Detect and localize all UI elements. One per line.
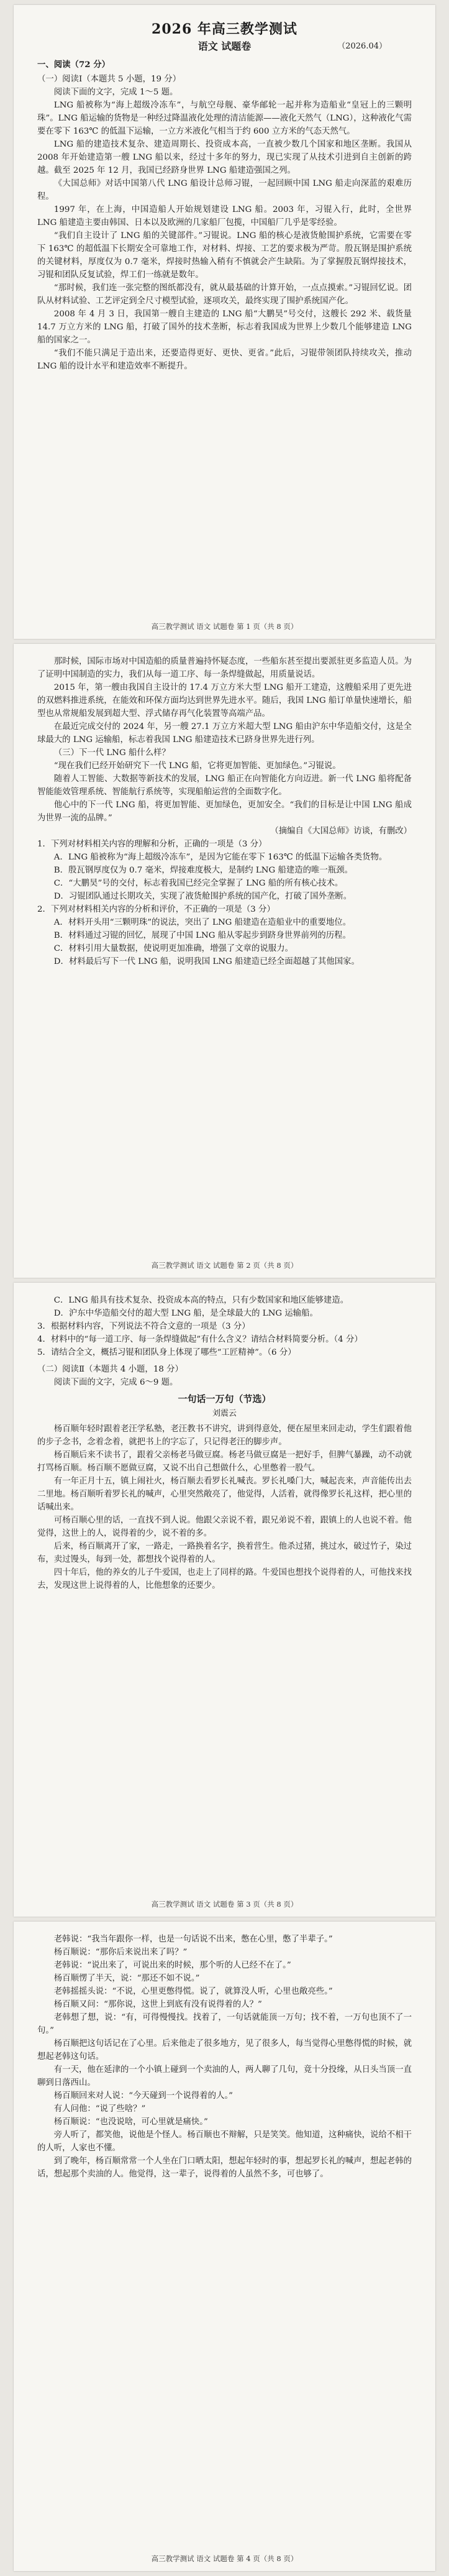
paragraph: 有一年正月十五，镇上闹社火，杨百顺去看罗长礼喊丧。罗长礼嗓门大，喊起丧来，声音能传出去二里地。杨百顺听着罗长礼的喊声，心里突然敞亮了，他觉得，人活着，就得像罗长礼这样，把心里的话喊出来。 bbox=[37, 1477, 412, 1512]
paragraph: 杨百顺后来不读书了，跟着父亲杨老马做豆腐。杨老马做豆腐是一把好手，但脾气暴躁，动不动就打骂杨百顺。杨百顺不愿做豆腐，又说不出自己想做什么，心里憋着一股气。 bbox=[37, 1451, 412, 1473]
exam-page-3 bbox=[14, 1283, 435, 1917]
paragraph: 杨百顺说：“那你后来说出来了吗？” bbox=[53, 1948, 188, 1957]
question-4: 4．材料中的“每一道工序、每一条焊缝做起”有什么含义？请结合材料简要分析。（4 分） bbox=[37, 1335, 363, 1344]
question-2-options bbox=[37, 916, 412, 968]
paragraph: “我们自主设计了 LNG 船的关键部件。”习锟说。LNG 船的核心是液货舱围护系统，它需要在零下 163℃ 的超低温下长期安全可靠地工作，对材料、焊接、工艺的要求极为严苛。殷瓦钢是围护系统的关键材料，厚度仅为 0.7 毫米，焊接时热输入稍有不慎就会产生缺陷。为了掌握殷瓦钢焊接技术，习锟和团队反复试验，焊工们一练就是数年。 bbox=[37, 231, 412, 280]
paragraph: 可杨百顺心里的话，一直找不到人说。他跟父亲说不着，跟兄弟说不着，跟镇上的人也说不着。他觉得，这世上的人，说得着的少，说不着的多。 bbox=[37, 1516, 412, 1538]
paragraph: 杨百顺年轻时跟着老汪学私塾，老汪教书不讲究，讲到得意处，便在屋里来回走动，学生们跟着他的步子念书，念着念着，就把书上的字忘了，只记得老汪的脚步声。 bbox=[37, 1424, 412, 1447]
paragraph: “现在我们已经开始研究下一代 LNG 船，它将更加智能、更加绿色。”习锟说。 bbox=[53, 761, 341, 771]
paragraph: 四十年后，他的养女的儿子牛爱国，也走上了同样的路。牛爱国也想找个说得着的人，可他找来找去，发现这世上说得着的人，比他想象的还要少。 bbox=[37, 1568, 412, 1590]
paragraph: 老韩说：“我当年跟你一样，也是一句话说不出来，憋在心里，憋了半辈子。” bbox=[53, 1935, 333, 1944]
paragraph: 他心中的下一代 LNG 船，将更加智能、更加绿色，更加安全。“我们的目标是让中国 LNG 船成为世界一流的品牌。” bbox=[37, 800, 412, 823]
exam-page-1 bbox=[14, 5, 435, 639]
question-5: 5．请结合全文，概括习锟和团队身上体现了哪些“工匠精神”。（6 分） bbox=[37, 1348, 296, 1357]
question-3: 3．根据材料内容，下列说法不符合文意的一项是（3 分） bbox=[37, 1322, 250, 1331]
story-author: 刘震云 bbox=[212, 1409, 237, 1418]
answer-option: B．材料通过习锟的回忆，展现了中国 LNG 船从零起步到跻身世界前列的历程。 bbox=[53, 931, 351, 940]
article-source: （摘编自《大国总师》访谈，有删改） bbox=[270, 827, 412, 836]
answer-option: A．LNG 船被称为“海上超级冷冻车”，是因为它能在零下 163℃ 的低温下运输各类货物。 bbox=[53, 853, 388, 862]
page-footer: 高三教学测试 语文 试题卷 第 4 页（共 8 页） bbox=[151, 2554, 298, 2563]
article-1-continued bbox=[37, 655, 412, 825]
paragraph: 杨百顺愣了半天，说：“那还不如不说。” bbox=[53, 1974, 200, 1983]
exam-page-2 bbox=[14, 644, 435, 1278]
paragraph: 到了晚年，杨百顺常常一个人坐在门口晒太阳，想起年轻时的事，想起罗长礼的喊声，想起老韩的话，想起那个卖油的人。他觉得，这一辈子，说得着的人虽然不多，可也够了。 bbox=[37, 2157, 412, 2179]
answer-option: C．“大鹏昊”号的交付，标志着我国已经完全掌握了 LNG 船的所有核心技术。 bbox=[53, 879, 343, 888]
page-footer: 高三教学测试 语文 试题卷 第 3 页（共 8 页） bbox=[151, 1900, 298, 1909]
paragraph: （三）下一代 LNG 船什么样？ bbox=[53, 748, 170, 758]
sub-section-heading-2: （二）阅读Ⅱ（本题共 4 小题，18 分） bbox=[37, 1365, 183, 1374]
paragraph: LNG 船被称为“海上超级冷冻车”，与航空母舰、豪华邮轮一起并称为造船业“皇冠上的三颗明珠”。LNG 船运输的货物是一种经过降温液化处理的清洁能源——液化天然气（LNG），这种液化气需要在零下 163℃ 的低温下运输，一立方米液化气相当于约 600 立方米的气态天然气。 bbox=[37, 101, 412, 136]
question-1: 1．下列对材料相关内容的理解和分析，正确的一项是（3 分） bbox=[37, 840, 267, 849]
paragraph: 杨百顺把这句话记在了心里。后来他走了很多地方，见了很多人，每当觉得心里憋得慌的时候，就想起老韩这句话。 bbox=[37, 2039, 412, 2061]
paragraph: 2015 年，第一艘由我国自主设计的 17.4 万立方米大型 LNG 船开工建造，这艘船采用了更先进的双燃料推进系统，在能效和环保方面均达到世界先进水平。随后，我国 LNG 船订单量快速增长，船型也从常规船发展到超大型、浮式储存再气化装置等高端产品。 bbox=[37, 683, 412, 718]
answer-option: B．殷瓦钢厚度仅为 0.7 毫米，焊接难度极大，是制约 LNG 船建造的唯一瓶颈。 bbox=[53, 866, 353, 875]
answer-option: D．沪东中华造船交付的超大型 LNG 船，是全球最大的 LNG 运输船。 bbox=[53, 1309, 318, 1318]
exam-subtitle-row bbox=[37, 39, 412, 55]
question-options-continued bbox=[37, 1294, 412, 1320]
reading-instruction-2: 阅读下面的文字，完成 6～9 题。 bbox=[53, 1378, 178, 1387]
page-footer: 高三教学测试 语文 试题卷 第 2 页（共 8 页） bbox=[151, 1261, 298, 1270]
paragraph: “我们不能只满足于造出来，还要造得更好、更快、更省。”此后，习锟带领团队持续攻关，推动 LNG 船的设计水平和建造效率不断提升。 bbox=[37, 349, 412, 371]
answer-option: D．材料最后写下一代 LNG 船，说明我国 LNG 船建造已经全面超越了其他国家。 bbox=[53, 957, 360, 966]
paragraph: 杨百顺回来对人说：“今天碰到一个说得着的人。” bbox=[53, 2091, 233, 2101]
section-heading: 一、阅读（72 分） bbox=[37, 60, 111, 70]
answer-option: A．材料开头用“三颗明珠”的说法，突出了 LNG 船建造在造船业中的重要地位。 bbox=[53, 918, 351, 927]
paragraph: 老韩说：“说出来了，可说出来的时候，那个听的人已经不在了。” bbox=[53, 1961, 291, 1970]
paragraph: 2008 年 4 月 3 日，我国第一艘自主建造的 LNG 船“大鹏昊”号交付，这艘长 292 米、载货量 14.7 万立方米的 LNG 船，打破了国外的技术垄断，标志着我国成为世界上少数几个能够建造 LNG 船的国家之一。 bbox=[37, 309, 412, 345]
sub-section-heading: （一）阅读Ⅰ（本题共 5 小题，19 分） bbox=[37, 75, 181, 84]
paragraph: 老韩摇摇头说：“不说，心里更憋得慌。说了，就算没人听，心里也敞亮些。” bbox=[53, 1987, 333, 1996]
question-2: 2．下列对材料相关内容的分析和评价，不正确的一项是（3 分） bbox=[37, 905, 275, 914]
story-body-continued bbox=[37, 1933, 412, 2181]
paragraph: 1997 年，在上海，中国造船人开始规划建设 LNG 船。2003 年，习锟入行，此时，全世界 LNG 船建造主要由韩国、日本以及欧洲的几家船厂包揽，中国船厂几乎是零经验。 bbox=[37, 205, 412, 227]
exam-date: （2026.04） bbox=[337, 42, 387, 51]
paragraph: 杨百顺又问：“那你说，这世上到底有没有说得着的人？” bbox=[53, 2000, 262, 2009]
paragraph: 老韩想了想，说：“有，可得慢慢找。找着了，一句话就能顶一万句；找不着，一万句也顶不了一句。” bbox=[37, 2013, 412, 2035]
article-1-body bbox=[37, 99, 412, 373]
answer-option: D．习锟团队通过长期攻关，实现了液货舱围护系统的国产化，打破了国外垄断。 bbox=[53, 892, 352, 901]
answer-option: C．LNG 船具有技术复杂、投资成本高的特点，只有少数国家和地区能够建造。 bbox=[53, 1296, 349, 1305]
page-footer: 高三教学测试 语文 试题卷 第 1 页（共 8 页） bbox=[151, 622, 298, 631]
paragraph: 杨百顺说：“也没说啥，可心里就是痛快。” bbox=[53, 2117, 208, 2127]
exam-subtitle: 语文 试题卷 bbox=[197, 40, 252, 52]
story-body bbox=[37, 1423, 412, 1592]
paragraph: 后来，杨百顺离开了家，一路走，一路换着名字，换着营生。他杀过猪，挑过水，破过竹子，染过布，卖过馒头，每到一处，都想找个说得着的人。 bbox=[37, 1542, 412, 1564]
answer-option: C．材料引用大量数据，使说明更加准确，增强了文章的说服力。 bbox=[53, 944, 293, 953]
exam-page-4 bbox=[14, 1922, 435, 2571]
story-title: 一句话一万句（节选） bbox=[178, 1393, 271, 1405]
question-1-options bbox=[37, 851, 412, 903]
paragraph: “那时候，我们连一张完整的图纸都没有，就从最基础的计算开始，一点点摸索。”习锟回忆说。团队从材料试验、工艺评定到全尺寸模型试验，逐项攻关，最终实现了围护系统国产化。 bbox=[37, 283, 412, 306]
reading-instruction: 阅读下面的文字，完成 1～5 题。 bbox=[53, 88, 178, 97]
paragraph: 有一天，他在延津的一个小镇上碰到一个卖油的人，两人聊了几句，竟十分投缘，从日头当顶一直聊到日落西山。 bbox=[37, 2065, 412, 2088]
paragraph: 《大国总师》对话中国第八代 LNG 船设计总师习锟，一起回顾中国 LNG 船走向深蓝的艰难历程。 bbox=[37, 179, 412, 201]
exam-title: 2026 年高三教学测试 bbox=[152, 21, 297, 37]
paragraph: 在最近完成交付的 2024 年，另一艘 27.1 万立方米超大型 LNG 船由沪东中华造船交付，这是全球最大的 LNG 运输船，标志着我国 LNG 船建造技术已跻身世界先进行列。 bbox=[37, 722, 412, 745]
paragraph: LNG 船的建造技术复杂、建造周期长、投资成本高，一直被少数几个国家和地区垄断。我国从 2008 年开始建造第一艘 LNG 船以来，经过十多年的努力，现已实现了从技术引进到自主创新的跨越。截至 2025 年 12 月，我国已经跻身世界 LNG 船建造强国之列。 bbox=[37, 140, 412, 175]
paragraph: 随着人工智能、大数据等新技术的发展，LNG 船正在向智能化方向迈进。新一代 LNG 船将配备智能能效管理系统、智能航行系统等，实现船舶运营的全面数字化。 bbox=[37, 774, 412, 797]
paragraph: 有人问他：“说了些啥？” bbox=[53, 2104, 146, 2114]
paragraph: 那时候，国际市场对中国造船的质量普遍持怀疑态度，一些船东甚至提出要派驻更多监造人员。为了证明中国制造的实力，我们从每一道工序、每一条焊缝做起，用质量说话。 bbox=[37, 657, 412, 679]
paragraph: 旁人听了，都笑他，说他是个怪人。杨百顺也不辩解，只是笑笑。他知道，这种痛快，说给不相干的人听，人家也不懂。 bbox=[37, 2130, 412, 2153]
